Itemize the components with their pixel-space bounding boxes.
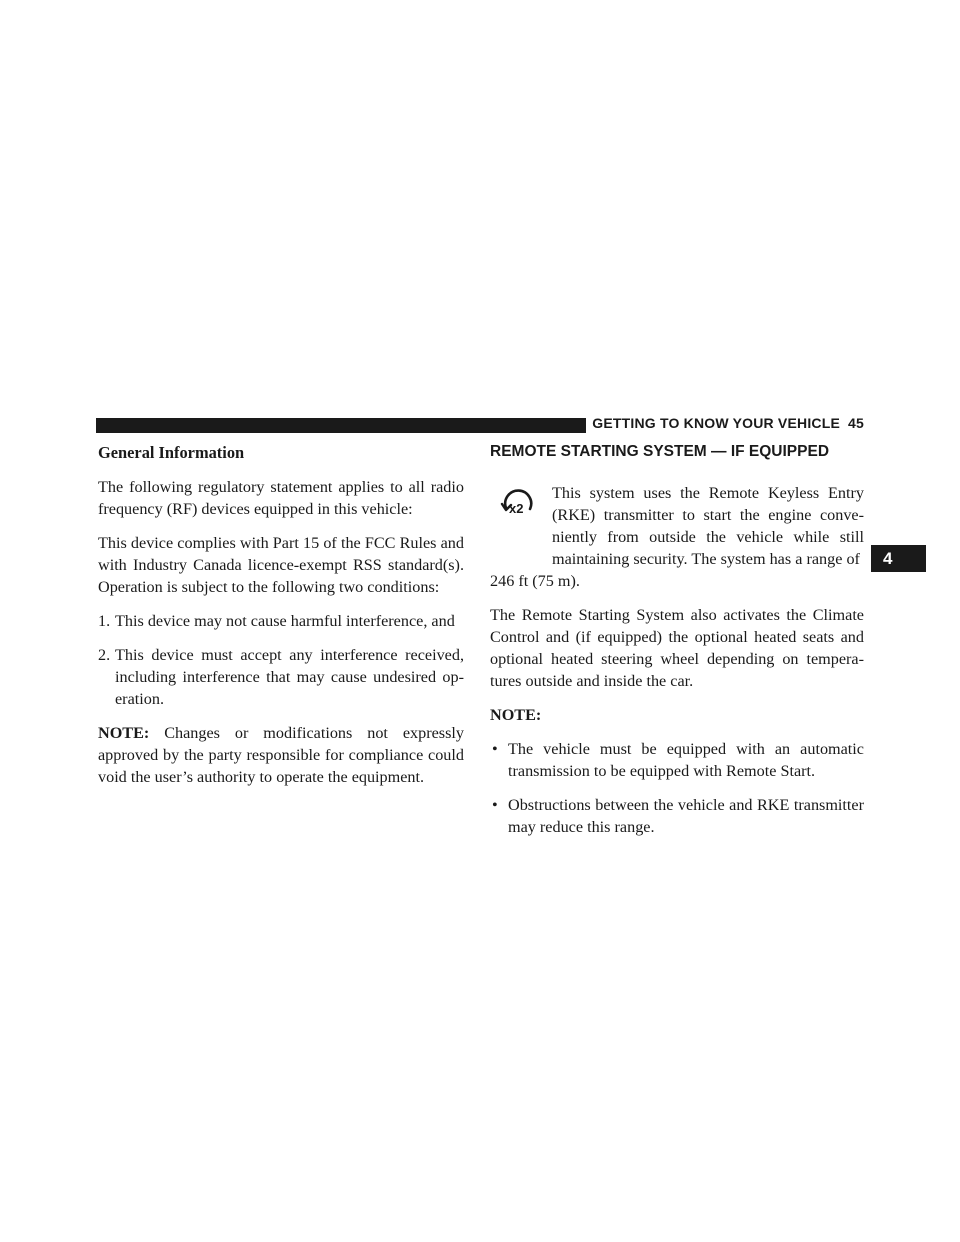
header-rule <box>96 418 586 433</box>
page-number: 45 <box>848 415 864 431</box>
bullet: • <box>492 740 498 758</box>
paragraph: The following regulatory statement applies to all radio frequency (RF) devices equipped in this vehicle: <box>98 478 464 518</box>
note-paragraph <box>98 722 464 788</box>
intro-tail: 246 ft (75 m). <box>490 572 580 590</box>
list-item <box>490 794 864 838</box>
list-text: This device must accept any interference received, including interference that may cause undesired op-eration. <box>115 646 464 708</box>
section-title: REMOTE STARTING SYSTEM — IF EQUIPPED <box>490 443 830 460</box>
intro-block <box>490 482 864 570</box>
note-text: Changes or modifications not expressly approved by the party responsible for compliance could void the user’s authority to operate the equipment. <box>98 724 464 786</box>
note-label: NOTE: <box>98 724 150 742</box>
note-label: NOTE: <box>490 706 542 724</box>
running-header <box>592 415 864 431</box>
intro-text: This system uses the Remote Keyless Entry (RKE) transmitter to start the engine conve-niently from outside the vehicle while still maintaining security. The system has a range of <box>552 484 864 568</box>
list-number: 2. <box>98 646 111 664</box>
bullet-text: The vehicle must be equipped with an automatic transmission to be equipped with Remote Start. <box>508 740 864 780</box>
remote-start-x2-icon <box>500 486 538 522</box>
bullet-text: Obstructions between the vehicle and RKE transmitter may reduce this range. <box>508 796 864 836</box>
right-column <box>490 442 864 850</box>
list-item <box>490 738 864 782</box>
chapter-tab: 4 <box>871 545 926 572</box>
list-text: This device may not cause harmful interference, and <box>115 612 455 630</box>
list-item <box>98 644 464 710</box>
paragraph: This device complies with Part 15 of the FCC Rules and with Industry Canada licence-exempt RSS standard(s). Operation is subject to the following two conditions: <box>98 534 464 596</box>
paragraph: The Remote Starting System also activates the Climate Control and (if equipped) the optional heated seats and optional heated steering wheel depending on tempera-tures outside and inside the car. <box>490 606 864 690</box>
left-column <box>98 442 464 800</box>
subheading-general-information: General Information <box>98 443 245 462</box>
list-item <box>98 610 464 632</box>
header-title: GETTING TO KNOW YOUR VEHICLE <box>592 415 841 431</box>
bullet: • <box>492 796 498 814</box>
list-number: 1. <box>98 612 111 630</box>
svg-text:x2: x2 <box>509 501 524 516</box>
